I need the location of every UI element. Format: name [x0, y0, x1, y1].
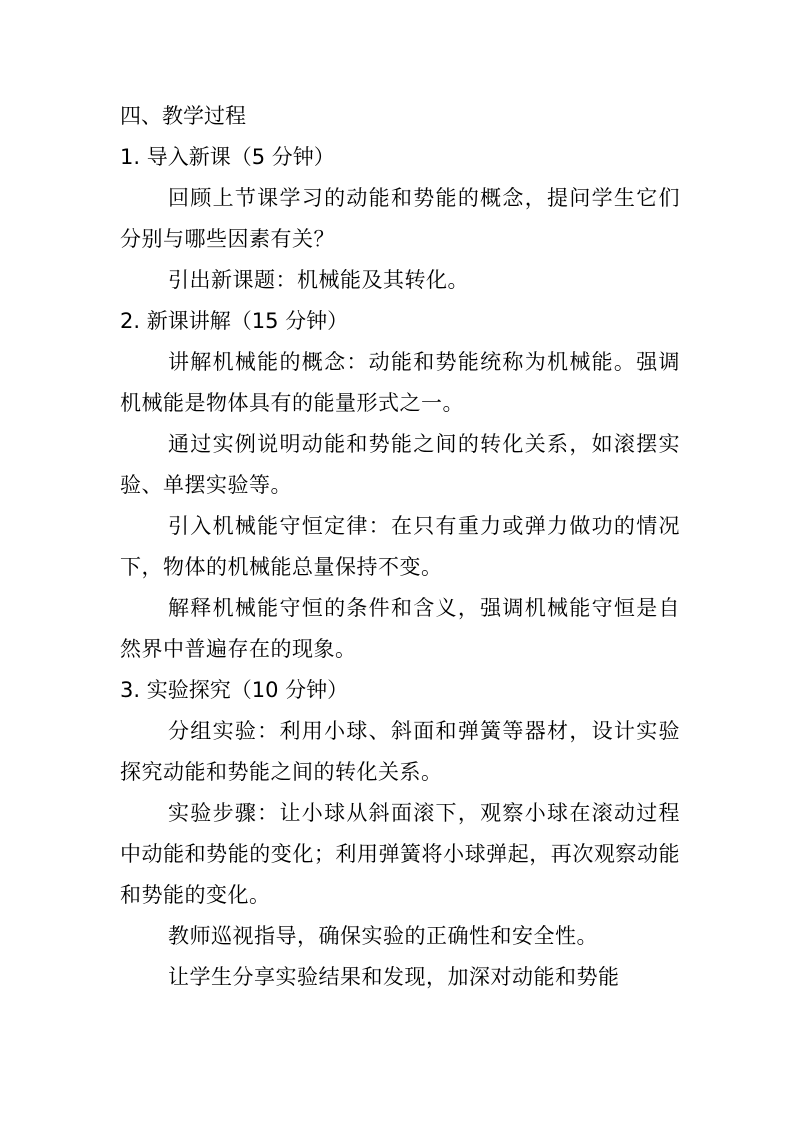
paragraph: 通过实例说明动能和势能之间的转化关系，如滚摆实验、单摆实验等。	[120, 432, 680, 497]
part-heading-3: 3. 实验探究（10 分钟）	[120, 678, 349, 702]
paragraph: 讲解机械能的概念：动能和势能统称为机械能。强调机械能是物体具有的能量形式之一。	[120, 350, 680, 415]
paragraph: 引入机械能守恒定律：在只有重力或弹力做功的情况下，物体的机械能总量保持不变。	[120, 514, 680, 579]
paragraph: 实验步骤：让小球从斜面滚下，观察小球在滚动过程中动能和势能的变化；利用弹簧将小球弹起，再次观察动能和势能的变化。	[120, 801, 680, 907]
document-body	[120, 96, 680, 998]
paragraph: 引出新课题：机械能及其转化。	[168, 268, 469, 292]
part-heading-1: 1. 导入新课（5 分钟）	[120, 145, 335, 169]
paragraph: 分组实验：利用小球、斜面和弹簧等器材，设计实验探究动能和势能之间的转化关系。	[120, 719, 680, 784]
section-title: 四、教学过程	[120, 104, 246, 128]
paragraph: 回顾上节课学习的动能和势能的概念，提问学生它们分别与哪些因素有关？	[120, 186, 680, 251]
paragraph: 解释机械能守恒的条件和含义，强调机械能守恒是自然界中普遍存在的现象。	[120, 596, 680, 661]
paragraph: 教师巡视指导，确保实验的正确性和安全性。	[168, 924, 598, 948]
part-heading-2: 2. 新课讲解（15 分钟）	[120, 309, 349, 333]
paragraph: 让学生分享实验结果和发现，加深对动能和势能	[168, 965, 620, 989]
